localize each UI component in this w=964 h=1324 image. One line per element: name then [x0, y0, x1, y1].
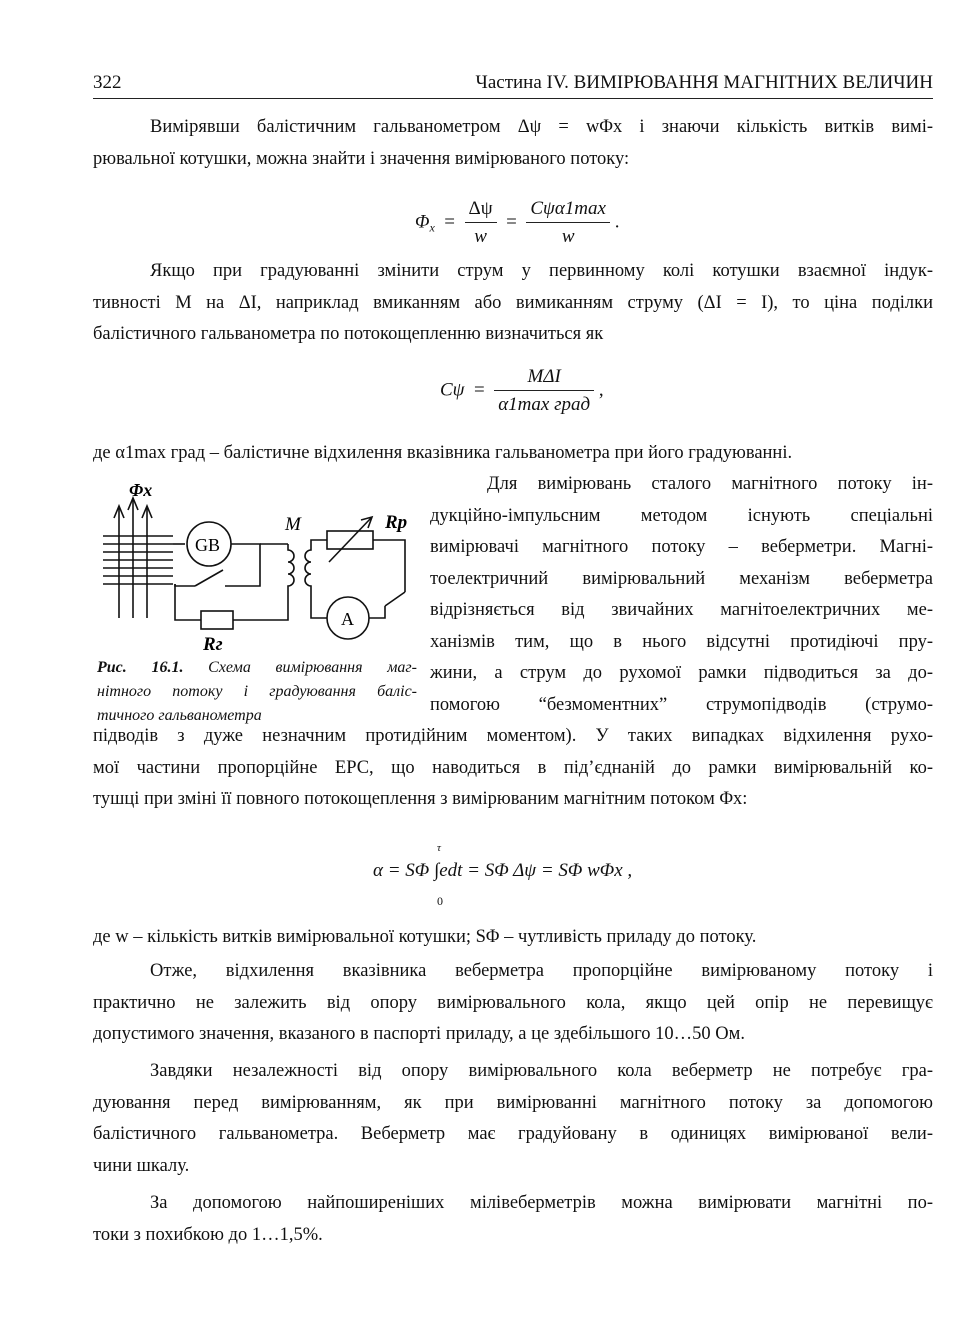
running-title: Частина IV. ВИМІРЮВАННЯ МАГНІТНИХ ВЕЛИЧИН	[475, 72, 933, 93]
paragraph-5	[93, 922, 933, 954]
paragraph-8-line-1: За допомогою найпоширеніших мілівеберметрів можна вимірювати магнітні по-	[150, 1193, 933, 1213]
paragraph-1-line-1: Вимірявши балістичним гальванометром Δψ = wΦx і знаючи кількість витків вимі-	[150, 117, 933, 137]
switch-2	[385, 592, 405, 606]
paragraph-4-line-6: ханізмів тим, що в нього відсутні протидіючі пру-	[430, 631, 933, 652]
eq2-den: α1max град	[498, 394, 591, 415]
figure-caption	[97, 656, 417, 728]
paragraph-1	[93, 112, 933, 175]
rheostat-arrow	[329, 518, 371, 562]
caption-line-3: тичного гальванометра	[97, 707, 262, 724]
wire-rp-switch	[373, 540, 405, 592]
caption-prefix: Рис. 16.1.	[97, 659, 184, 676]
paragraph-4-line-2: дукційно-імпульсним методом існують спеціальні	[430, 505, 933, 526]
paragraph-4-wrapped	[430, 469, 933, 721]
eq1-lhs-sub: x	[429, 220, 435, 235]
paragraph-4-line-5: відрізняється від звичайних магнітоелектричних ме-	[430, 600, 933, 620]
eq1-num2: Cψα1max	[526, 198, 610, 223]
eq1-num1: Δψ	[465, 198, 497, 223]
paragraph-4-line-3: вимірювачі магнітного потоку – веберметри. Магні-	[430, 537, 933, 557]
caption-line-1: Схема вимірювання маг-	[208, 659, 417, 676]
wire-to-rg	[175, 584, 201, 620]
label-gb: GB	[195, 535, 221, 555]
eq1-lhs: Φ	[415, 211, 430, 233]
equation-flux: $\Phi_x$ = $\frac{\Delta\psi}{w}$ = $\frac{\text{Cψα1max}}{w}$ .	[415, 198, 620, 247]
eq2-end: ,	[598, 379, 604, 401]
coil-m-secondary	[288, 544, 294, 598]
eq3-upper-limit: τ	[437, 842, 441, 854]
wire-coil-switch	[175, 584, 195, 586]
eq2-fraction	[494, 366, 594, 416]
eq2-lhs: Cψ	[440, 379, 465, 401]
paragraph-2-line-2: тивності M на ΔI, наприклад вмиканням або вимиканням струму (ΔI = I), то ціна поділки	[93, 292, 933, 313]
paragraph-6-line-1: Отже, відхилення вказівника веберметра пропорційне вимірюваному потоку і	[150, 961, 933, 981]
switch-1	[195, 570, 223, 586]
equation-price: Cψ = $\frac{\text{MΔI}}{\text{α1max град}}$ ,	[440, 366, 604, 415]
paragraph-4-line-1: Для вимірювань сталого магнітного потоку ін-	[487, 474, 933, 494]
coil-m-primary	[305, 544, 311, 598]
paragraph-8	[93, 1188, 933, 1251]
wire-m-ammeter	[311, 598, 327, 618]
eq1-fraction-2	[526, 198, 610, 248]
paragraph-7-line-2: дуювання перед вимірюванням, як при вимірюванні магнітного потоку за допомогою	[93, 1092, 933, 1113]
paragraph-4-line-8: помогою “безмоментних” струмопідводів (струмо-	[430, 694, 933, 715]
eq3-lower-limit: 0	[437, 894, 443, 908]
paragraph-3	[93, 438, 933, 470]
paragraph-6-line-2: практично не залежить від опору вимірювального кола, якщо цей опір не перевищує	[93, 992, 933, 1013]
paragraph-7-line-1: Завдяки незалежності від опору вимірювального кола веберметр не потребує гра-	[150, 1061, 933, 1081]
paragraph-7-line-3: балістичного гальванометра. Веберметр має градуйовану в одиницях вимірюваної вели-	[93, 1124, 933, 1144]
eq2-num: MΔI	[494, 366, 594, 391]
eq1-den2: w	[561, 226, 575, 247]
wire-rg-m	[233, 598, 288, 620]
header-rule	[93, 98, 933, 99]
equation-weber: α = SΦ ∫edt = SΦ Δψ = SΦ wΦx ,	[373, 860, 633, 881]
paragraph-2	[93, 256, 933, 351]
paragraph-4-line-10: мої частини пропорційне ЕРС, що наводиться в під’єднаній до рамки вимірювальній ко-	[93, 757, 933, 778]
paragraph-4-line-7: жини, а струм до рухомої рамки підводиться за до-	[430, 663, 933, 683]
eq1-end: .	[614, 211, 620, 233]
label-a: A	[341, 609, 354, 629]
paragraph-4-line-11: тушці при зміні її повного потокощеплення з вимірюваним магнітним потоком Φx:	[93, 789, 748, 809]
paragraph-5-line-1: де w – кількість витків вимірювальної котушки; SΦ – чутливість приладу до потоку.	[93, 927, 757, 947]
paragraph-7-line-4: чини шкалу.	[93, 1155, 190, 1176]
wire-m-rp	[311, 540, 327, 544]
wire-ammeter-switch	[369, 606, 385, 618]
eq1-fraction-1	[465, 198, 497, 248]
page-number: 322	[93, 72, 122, 93]
paragraph-7	[93, 1056, 933, 1182]
paragraph-6	[93, 956, 933, 1051]
paragraph-2-line-3: балістичного гальванометра по потокощепленню визначиться як	[93, 324, 604, 344]
paragraph-8-line-2: токи з похибкою до 1…1,5%.	[93, 1224, 323, 1245]
paragraph-4-line-4: тоелектричний вимірювальний механізм веберметра	[430, 568, 933, 589]
label-phi: Φx	[129, 480, 153, 500]
paragraph-3-line-1: де α1max град – балістичне відхилення вказівника гальванометра при його градуюванні.	[93, 443, 793, 463]
paragraph-4-line-9: підводів з дуже незначним протидійним моментом). У таких випадках відхилення рухо-	[93, 726, 933, 746]
label-rg: Rг	[203, 634, 223, 655]
eq1-den1: w	[474, 226, 487, 247]
paragraph-4-full	[93, 721, 933, 816]
label-m: M	[285, 514, 301, 535]
circuit-diagram	[95, 478, 425, 656]
resistor-rg	[201, 611, 233, 629]
label-rp: Rp	[385, 512, 408, 533]
paragraph-1-line-2: рювальної котушки, можна знайти і значення вимірюваного потоку:	[93, 148, 630, 169]
paragraph-6-line-3: допустимого значення, вказаного в паспорті приладу, а це здебільшого 10…50 Ом.	[93, 1024, 745, 1044]
paragraph-2-line-1: Якщо при градуюванні змінити струм у первинному колі котушки взаємної індук-	[150, 261, 933, 281]
caption-line-2: нітного потоку і градуювання баліс-	[97, 683, 417, 700]
